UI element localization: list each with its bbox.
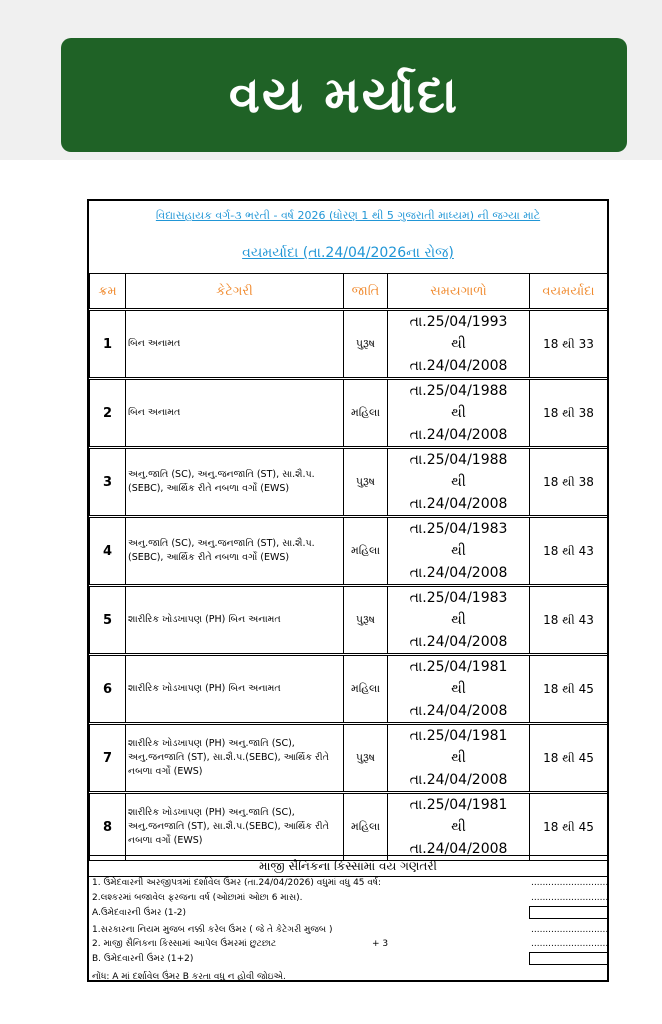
gender-cell: મહિલા bbox=[344, 794, 388, 861]
gender-cell: પુરૂષ bbox=[344, 725, 388, 792]
period-from: તા.25/04/1993 bbox=[409, 314, 508, 330]
ex-serviceman-line: 1.સરકારના નિયમ મુજબ નક્કી કરેલ ઉંમર ( જે તે કેટેગરી મુજબ ) bbox=[92, 925, 333, 935]
category-cell: અનુ.જાતિ (SC), અનુ.જનજાતિ (ST), સા.શૈ.પ.(SEBC), આર્થિક રીતે નબળા વર્ગો (EWS) bbox=[126, 518, 344, 585]
age-limit-cell: 18 થી 45 bbox=[530, 725, 608, 792]
table-row bbox=[90, 794, 608, 861]
column-header: સમયગાળો bbox=[388, 274, 530, 309]
period-separator: થી bbox=[451, 543, 466, 559]
fill-dots: ........................... bbox=[531, 893, 609, 903]
period-cell bbox=[388, 794, 530, 861]
period-from: તા.25/04/1988 bbox=[409, 452, 508, 468]
period-cell bbox=[388, 725, 530, 792]
fill-dots: ........................... bbox=[531, 925, 609, 935]
row-number: 3 bbox=[90, 449, 126, 516]
category-cell: શારીરિક ખોડખાપણ (PH) બિન અનામત bbox=[126, 587, 344, 654]
gender-cell: પુરૂષ bbox=[344, 587, 388, 654]
gender-cell: મહિલા bbox=[344, 656, 388, 723]
row-number: 5 bbox=[90, 587, 126, 654]
age-limit-cell: 18 થી 43 bbox=[530, 587, 608, 654]
row-number: 2 bbox=[90, 380, 126, 447]
ex-serviceman-note: નોંધ: A માં દર્શાવેલ ઉંમર B કરતા વધુ ન હોવી જોઇએ. bbox=[92, 972, 286, 982]
column-header: જાતિ bbox=[344, 274, 388, 309]
period-cell bbox=[388, 449, 530, 516]
column-header: ક્રમ bbox=[90, 274, 126, 309]
period-to: તા.24/04/2008 bbox=[409, 565, 508, 581]
period-separator: થી bbox=[451, 819, 466, 835]
table-row bbox=[90, 656, 608, 723]
fill-dots: ........................... bbox=[531, 939, 609, 949]
category-cell: બિન અનામત bbox=[126, 311, 344, 378]
period-to: તા.24/04/2008 bbox=[409, 703, 508, 719]
age-limit-cell: 18 થી 45 bbox=[530, 656, 608, 723]
period-to: તા.24/04/2008 bbox=[409, 772, 508, 788]
gender-cell: મહિલા bbox=[344, 518, 388, 585]
period-cell bbox=[388, 380, 530, 447]
document-heading: વિદ્યાસહાયક વર્ગ-૩ ભરતી - વર્ષ 2026 (ધોરણ 1 થી 5 ગુજરાતી માધ્યમ) ની જગ્યા માટે bbox=[155, 209, 541, 222]
relaxation-value: + 3 bbox=[372, 939, 389, 949]
row-number: 6 bbox=[90, 656, 126, 723]
period-from: તા.25/04/1981 bbox=[409, 659, 508, 675]
period-separator: થી bbox=[451, 612, 466, 628]
page-title-banner bbox=[61, 38, 627, 152]
period-to: તા.24/04/2008 bbox=[409, 841, 508, 857]
fill-dots: ........................... bbox=[531, 878, 609, 888]
category-cell: શારીરિક ખોડખાપણ (PH) અનુ.જાતિ (SC), અનુ.જનજાતિ (ST), સા.શૈ.પ.(SEBC), આર્થિક રીતે નબળા વર્ગો (EWS) bbox=[126, 794, 344, 861]
table-row bbox=[90, 725, 608, 792]
category-cell: અનુ.જાતિ (SC), અનુ.જનજાતિ (ST), સા.શૈ.પ.(SEBC), આર્થિક રીતે નબળા વર્ગો (EWS) bbox=[126, 449, 344, 516]
ex-serviceman-line: A.ઉમેદવારની ઉંમર (1-2) bbox=[92, 908, 187, 918]
ex-serviceman-line: 1. ઉમેદવારની અરજીપત્રમાં દર્શાવેલ ઉંમર (તા.24/04/2026) વધુમાં વધુ 45 વર્ષ: bbox=[92, 878, 382, 888]
period-from: તા.25/04/1981 bbox=[409, 728, 508, 744]
period-from: તા.25/04/1988 bbox=[409, 383, 508, 399]
row-number: 1 bbox=[90, 311, 126, 378]
period-from: તા.25/04/1983 bbox=[409, 521, 508, 537]
period-cell bbox=[388, 518, 530, 585]
period-to: તા.24/04/2008 bbox=[409, 496, 508, 512]
column-header: વયમર્યાદા bbox=[530, 274, 608, 309]
column-header: કેટેગરી bbox=[126, 274, 344, 309]
answer-box bbox=[529, 906, 609, 919]
period-separator: થી bbox=[451, 681, 466, 697]
category-cell: શારીરિક ખોડખાપણ (PH) બિન અનામત bbox=[126, 656, 344, 723]
gender-cell: પુરૂષ bbox=[344, 449, 388, 516]
table-row bbox=[90, 311, 608, 378]
ex-serviceman-line: 2. માજી સૈનિકના કિસ્સામાં આપેલ ઉંમરમાં છુટછાટ bbox=[92, 939, 277, 949]
category-cell: શારીરિક ખોડખાપણ (PH) અનુ.જાતિ (SC), અનુ.જનજાતિ (ST), સા.શૈ.પ.(SEBC), આર્થિક રીતે નબળા વર્ગો (EWS) bbox=[126, 725, 344, 792]
period-cell bbox=[388, 311, 530, 378]
table-row bbox=[90, 380, 608, 447]
period-separator: થી bbox=[451, 474, 466, 490]
ex-serviceman-line: 2.લશ્કરમાં બજાવેલ ફરજના વર્ષ (ઓછામાં ઓછા 6 માસ). bbox=[92, 893, 303, 903]
table-row bbox=[90, 587, 608, 654]
period-separator: થી bbox=[451, 336, 466, 352]
table-header-row bbox=[90, 274, 608, 309]
row-number: 7 bbox=[90, 725, 126, 792]
ex-serviceman-section-title: માજી સૈનિકના કિસ્સામાં વય ગણતરી bbox=[89, 855, 607, 877]
row-number: 4 bbox=[90, 518, 126, 585]
table-row bbox=[90, 449, 608, 516]
age-limit-cell: 18 થી 38 bbox=[530, 449, 608, 516]
period-from: તા.25/04/1981 bbox=[409, 797, 508, 813]
age-limit-table bbox=[89, 273, 608, 861]
period-to: તા.24/04/2008 bbox=[409, 427, 508, 443]
period-separator: થી bbox=[451, 750, 466, 766]
ex-serviceman-line: B. ઉમેદવારની ઉંમર (1+2) bbox=[92, 954, 194, 964]
answer-box bbox=[529, 952, 609, 965]
document-subheading: વયમર્યાદા (તા.24/04/2026ના રોજ) bbox=[242, 245, 454, 261]
age-limit-cell: 18 થી 45 bbox=[530, 794, 608, 861]
row-number: 8 bbox=[90, 794, 126, 861]
age-limit-cell: 18 થી 38 bbox=[530, 380, 608, 447]
period-cell bbox=[388, 656, 530, 723]
gender-cell: પુરૂષ bbox=[344, 311, 388, 378]
gender-cell: મહિલા bbox=[344, 380, 388, 447]
page-title: વય મર્યાદા bbox=[228, 65, 460, 124]
period-cell bbox=[388, 587, 530, 654]
period-separator: થી bbox=[451, 405, 466, 421]
age-limit-document bbox=[87, 199, 609, 982]
table-row bbox=[90, 518, 608, 585]
period-from: તા.25/04/1983 bbox=[409, 590, 508, 606]
category-cell: બિન અનામત bbox=[126, 380, 344, 447]
period-to: તા.24/04/2008 bbox=[409, 634, 508, 650]
period-to: તા.24/04/2008 bbox=[409, 358, 508, 374]
age-limit-cell: 18 થી 43 bbox=[530, 518, 608, 585]
age-limit-cell: 18 થી 33 bbox=[530, 311, 608, 378]
